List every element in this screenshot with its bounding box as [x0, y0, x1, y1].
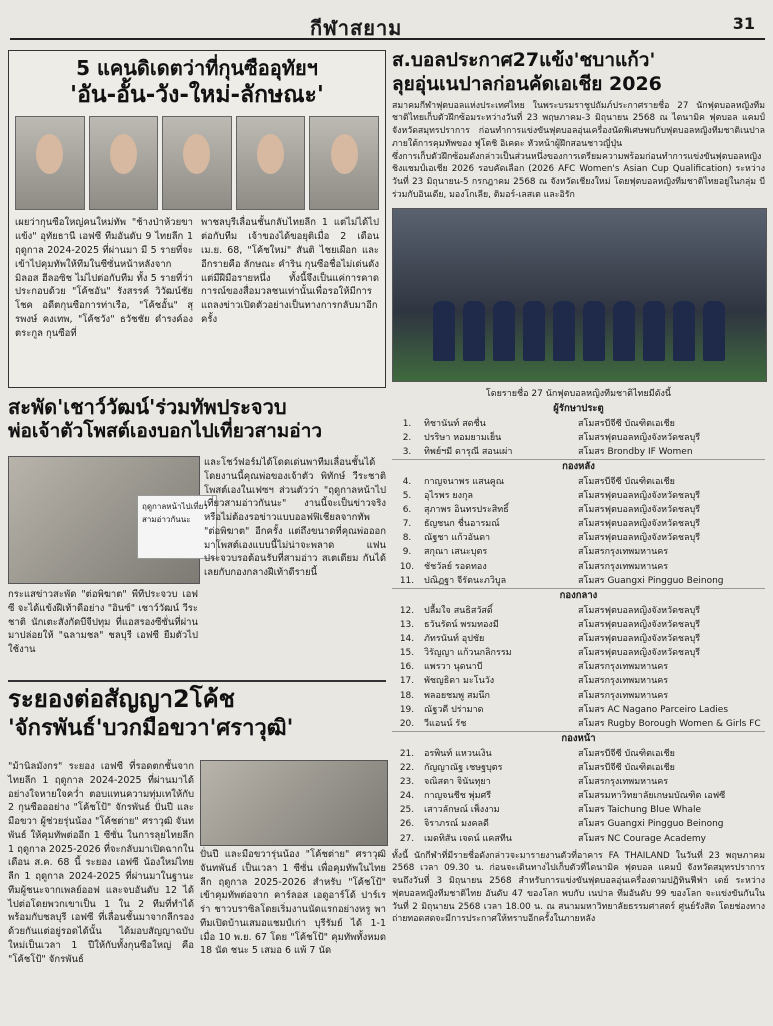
player-name: ณัฐวดี ปร่ามาด — [424, 704, 484, 715]
masthead-rule — [10, 38, 765, 40]
roster-group-title: ผู้รักษาประตู — [553, 402, 604, 414]
coach-photos — [15, 116, 379, 210]
player-name: สุภาพร อินทรประสิทธิ์ — [424, 505, 509, 516]
story-body — [15, 216, 379, 340]
player-club: สโมสรฟุตบอลหญิงจังหวัดชลบุรี — [578, 633, 701, 644]
player-number: 9. — [402, 547, 412, 558]
player-name: ธัญชนก ชื่นอารมณ์ — [424, 519, 500, 530]
body-text: และโชว์ฟอร์มได้โดดเด่นพาทีมเลื่อนชั้นได้ โดยงานนี้คุณพ่อของเจ้าตัว พิทักษ์ วีระชาติ โพสต์เองในเฟซฯ ส่วนตัวว่า "ฤดูกาลหน้าไปเที่ยวสามอ่าวกันนะ" งานนี้จะเป็นข่าวจริงหรือไม่ต้องรอข่าวแบบออฟฟิเชียลจากทัพ "ต่อพิฆาต" อีกครั้ง แต่ถึงขนาดที่คุณพ่อออกมาโพสต์เองแบบนี้ไม่น่าจะพลาด แฟนประจวบรอต้อนรับที่สามอ่าว สเตเดียม กันได้เลยกับกองกลางฝีเท้าดีรายนี้ — [204, 457, 386, 579]
player-club: สโมสรกรุงเทพมหานคร — [578, 547, 669, 558]
player-number: 10. — [399, 561, 415, 572]
table-row — [392, 517, 765, 531]
left-column — [8, 50, 386, 1026]
player-name: วีแอนน์ รัช — [424, 718, 467, 729]
headline: 5 แคนดิเดตว่าที่กุนซืออุทัยฯ — [76, 56, 318, 80]
player-number: 8. — [402, 533, 412, 544]
player-club: สโมสรฟุตบอลหญิงจังหวัดชลบุรี — [578, 505, 701, 516]
player-club: สโมสรฟุตบอลหญิงจังหวัดชลบุรี — [578, 490, 701, 501]
player-number: 26. — [399, 819, 415, 830]
player-name: ทิพย์ฯมี ดารุณี สอนเผ่า — [424, 446, 513, 457]
player-name: กัญญาณัฐ เชษฐบุตร — [424, 762, 503, 773]
coach-photo — [15, 116, 85, 210]
player-club: สโมสรกรุงเทพมหานคร — [578, 662, 669, 673]
table-row — [392, 545, 765, 559]
coach-photo — [309, 116, 379, 210]
player-name: กาญจนาพร แสนคูณ — [424, 476, 505, 487]
team-photo — [392, 208, 767, 382]
story-chaowat — [8, 396, 386, 672]
player-name: ปรริษา หอมยามเย็น — [424, 432, 502, 443]
player-name: ชัชวัลย์ รอดทอง — [424, 561, 487, 572]
table-row — [392, 431, 765, 445]
coaches-photo — [200, 760, 388, 846]
body-text: เผยว่ากุนซือใหญ่คนใหม่ทัพ "ช้างป่าห้วยขาแข้ง" อุทัยธานี เอฟซี ทีมอันดับ 9 ไทยลีก 1 ฤดูกาล 2024-2025 ที่ผ่านมา มี 5 รายที่จะเข้าไปคุมทัพให้ทีมในซีซั่นหน้าหลังจาก มิลอส ฮีลอซิช ไม่ไปต่อกับทีม ทั้ง 5 รายที่ว่าประกอบด้วย "โค้ชอัน" รังสรรค์ วิวัฒน์ชัยโชค อดีตกุนซือการท่าเรือ, "โค้ชอั้น" สุรพงษ์ คงเทพ, "โค้ชวัง" ธวัชชัย ดำรงค์องตระกูล กุนซือที่ — [15, 217, 193, 339]
player-number: 22. — [399, 762, 415, 773]
player-number: 24. — [399, 791, 415, 802]
table-row — [392, 703, 765, 717]
player-number: 23. — [399, 777, 415, 788]
headline-sub: ลุยอุ่นเนปาลก่อนคัดเอเชีย 2026 — [392, 72, 662, 95]
table-row — [392, 674, 765, 688]
roster-group-title: กองกลาง — [392, 588, 765, 603]
headline: ส.บอลประกาศ27แข้ง'ชบาแก้ว' — [392, 49, 656, 71]
player-number: 12. — [399, 605, 415, 616]
player-number: 13. — [399, 619, 415, 630]
player-club: สโมสรฟุตบอลหญิงจังหวัดชลบุรี — [578, 432, 701, 443]
table-row — [392, 789, 765, 803]
player-number: 17. — [399, 676, 415, 687]
body-text: ปั่นปี และมือขวารุ่นน้อง "โค้ชต่าย" ศราวุฒิ จันทพันธ์ เป็นเวลา 1 ซีซั่น เพื่อคุมทัพในไทยลีก ฤดูกาล 2025-2026 สำหรับ "โค้ชโป้" เข้าคุมทัพต่อจาก คาร์ลอส เอดูอาร์โด้ ปาร์เรร่า ชาวบราซิลโดยเริ่มงานนัดแรกอย่างหรู พาทีมเปิดบ้านเสมอแชมป์เก่า บุรีรัมย์ ได้ 1-1 เมื่อ 10 พ.ย. 67 โดย "โค้ชโป้" คุมทัพทั้งหมด 18 นัด ชนะ 5 เสมอ 6 แพ้ 7 นัด — [200, 849, 386, 957]
player-number: 27. — [399, 833, 415, 844]
player-club: สโมสรบีจีซี บัณฑิตเอเชีย — [578, 418, 675, 429]
player-club: สโมสร Rugby Borough Women & Girls FC — [578, 718, 761, 729]
player-number: 6. — [402, 505, 412, 516]
player-club: สโมสรฟุตบอลหญิงจังหวัดชลบุรี — [578, 605, 701, 616]
player-number: 25. — [399, 805, 415, 816]
table-row — [392, 632, 765, 646]
coach-photo — [236, 116, 306, 210]
player-name: ธวันรัตน์ พรมทองมี — [424, 619, 499, 630]
player-name: ณัฐชา แก้วอันดา — [424, 533, 491, 544]
player-name: ภัทรนันท์ อุปชัย — [424, 633, 485, 644]
headline: ระยองต่อสัญญา2โค้ช — [8, 685, 235, 713]
player-club: สโมสรบีจีซี บัณฑิตเอเชีย — [578, 476, 675, 487]
player-club: สโมสรกรุงเทพมหานคร — [578, 676, 669, 687]
player-club: สโมสร NC Courage Academy — [578, 833, 706, 844]
newspaper-logo: กีฬาสยาม — [310, 16, 403, 40]
table-row — [392, 574, 765, 589]
body-text: พาชลบุรีเลื่อนชั้นกลับไทยลีก 1 แต่ไม่ได้ไปต่อกับทีม เจ้าของได้ขอยุติเมื่อ 2 เดือน เม.ย. 68, "โค้ชใหม่" สันติ ไชยเผือก และอีกรายคือ ลักษณะ คำริน กุนซือชื่อไม่เด่นดังแต่มีฝีมือรายหนึ่ง ทั้งนี้จึงเป็นแค่การคาดการณ์ของสื่อมวลชนเท่านั้นเพื่อรอให้มีการแถลงข่าวเปิดตัวอย่างเป็นทางการกลับมาอีกครั้ง — [201, 217, 379, 325]
player-club: สโมสรฟุตบอลหญิงจังหวัดชลบุรี — [578, 519, 701, 530]
story-uthai-coach — [8, 50, 386, 388]
player-name: ทิชานันท์ สดชื่น — [424, 418, 486, 429]
right-column — [392, 50, 765, 926]
table-row — [392, 531, 765, 545]
player-number: 2. — [402, 432, 412, 443]
roster-table — [392, 402, 765, 846]
roster-group-title: กองหน้า — [392, 731, 765, 746]
player-club: สโมสรฟุตบอลหญิงจังหวัดชลบุรี — [578, 619, 701, 630]
roster-group-title: กองหลัง — [392, 459, 765, 474]
player-name: เมดทิสัน เจดน์ แคสทีน — [424, 833, 512, 844]
table-row — [392, 475, 765, 489]
coach-photo — [162, 116, 232, 210]
table-row — [392, 660, 765, 674]
player-name: แพรวา นุดนาบี — [424, 662, 483, 673]
player-club: สโมสรกรุงเทพมหานคร — [578, 777, 669, 788]
table-row — [392, 560, 765, 574]
table-row — [392, 717, 765, 732]
player-name: สกุณา เสนะบุตร — [424, 547, 488, 558]
player-name: กาญจนชีช พุ่มศรี — [424, 791, 492, 802]
player-number: 16. — [399, 662, 415, 673]
headline: สะพัด'เชาว์วัฒน์'ร่วมทัพประจวบ — [8, 395, 287, 419]
headline-sub: พ่อเจ้าตัวโพสต์เองบอกไปเที่ยวสามอ่าว — [8, 420, 323, 442]
player-number: 7. — [402, 519, 412, 530]
player-club: สโมสรฟุตบอลหญิงจังหวัดชลบุรี — [578, 533, 701, 544]
player-name: วิรัญญา แก้วนกลิกรรม — [424, 648, 512, 659]
player-name: อุไรพร ยงกุล — [424, 490, 474, 501]
player-number: 11. — [399, 575, 415, 586]
coach-photo — [89, 116, 159, 210]
player-name: อรพินท์ แหวนเงิน — [424, 748, 492, 759]
player-club: สโมสรกรุงเทพมหานคร — [578, 561, 669, 572]
player-number: 19. — [399, 704, 415, 715]
player-name: จณิสตา จินันทุยา — [424, 777, 491, 788]
player-number: 1. — [402, 418, 412, 429]
player-club: สโมสร Brondby IF Women — [578, 446, 693, 457]
table-row — [392, 775, 765, 789]
table-row — [392, 689, 765, 703]
post-text: ฤดูกาลหน้าไปเที่ยวสามอ่าวกันนะ — [142, 502, 208, 524]
player-name: เสาวลักษณ์ เพ็งงาม — [424, 805, 500, 816]
player-number: 21. — [399, 748, 415, 759]
player-name: จิราภรณ์ มงคลดี — [424, 819, 489, 830]
player-photo — [8, 456, 208, 584]
table-row — [392, 618, 765, 632]
player-name: พัชญธิดา มะโนวัง — [424, 676, 495, 687]
player-club: สโมสรบีจีซี บัณฑิตเอเชีย — [578, 748, 675, 759]
table-row — [392, 761, 765, 775]
player-club: สโมสร AC Nagano Parceiro Ladies — [578, 704, 729, 715]
player-club: สโมสรบีจีซี บัณฑิตเอเชีย — [578, 762, 675, 773]
player-number: 3. — [402, 446, 412, 457]
table-row — [392, 832, 765, 846]
table-row — [392, 489, 765, 503]
table-row — [392, 445, 765, 460]
player-number: 14. — [399, 633, 415, 644]
table-row — [392, 604, 765, 618]
player-club: สโมสรกรุงเทพมหานคร — [578, 690, 669, 701]
table-row — [392, 503, 765, 517]
player-club: สโมสร Taichung Blue Whale — [578, 805, 702, 816]
table-row — [392, 747, 765, 761]
table-row — [392, 646, 765, 660]
player-club: สโมสร Guangxi Pingguo Beinong — [578, 575, 724, 586]
player-name: ปณิฏฐา จีรัตนะภวิบูล — [424, 575, 507, 586]
body-text: "ม้านิลมังกร" ระยอง เอฟซี ที่รอดตกชั้นจากไทยลีก 1 ฤดูกาล 2024-2025 ที่ผ่านมาได้อย่างใจหายใจคว่ำ ตอบแทนความทุ่มเทให้กับ 2 กุนซือออย่าง "โค้ชโป้" จักรพันธ์ ปั่นปี และมือขวา ผู้ช่วยรุ่นน้อง "โค้ชต่าย" ศราวุฒิ จันทพันธ์ ให้คุมทัพต่ออีก 1 ซีซั่น ในการลุยไทยลีก 1 ฤดูกาล 2025-2026 ที่จะกลับมาเปิดฉากในเดือน ส.ค. 68 นี้ ระยอง เอฟซี น้องใหม่ไทยลีก 1 ฤดูกาล 2024-2025 ที่ผ่านมาในฐานะทีมผู้ชนะจากเพลย์ออฟ และจบอันดับ 12 ได้ไปต่อโดยพวกเขาเป็น 1 ใน 2 ทีมที่ทำได้ พร้อมกับชลบุรี เอฟซี ที่เลื่อนชั้นมาจากลีกรองด้วยกันแต่อยู่รอดได้นั้น ได้มอบสัญญาฉบับใหม่เป็นเวลา 1 ปีให้กับทั้งกุนซือใหญ่ คือ "โค้ชโป้" จักรพันธ์ — [8, 761, 194, 965]
headline-sub: 'จักรพันธ์'บวกมือขวา'ศราวุฒิ' — [8, 715, 294, 741]
table-row — [392, 417, 765, 431]
player-name: พลอยชมพู สมนึก — [424, 690, 490, 701]
player-number: 18. — [399, 690, 415, 701]
body-text: ซึ่งการเก็บตัวฝึกซ้อมดังกล่าวเป็นส่วนหนึ่งของการเตรียมความพร้อมก่อนทำการแข่งขันฟุตบอลหญิงชิงแชมป์เอเชีย 2026 รอบคัดเลือก (2026 AFC Women's Asian Cup Qualification) ระหว่างวันที่ 23 มิถุนายน-5 กรกฎาคม 2568 ณ จังหวัดเชียงใหม่ โดยฟุตบอลหญิงทีมชาติไทยอยู่ในกลุ่ม บี ร่วมกับอินเดีย, มองโกเลีย, ติมอร์-เลสเต และอิรัก — [392, 151, 765, 200]
player-club: สโมสรมหาวิทยาลัยเกษมบัณฑิต เอฟซี — [578, 791, 726, 802]
player-name: ปลื้มใจ สนธิสวัสดิ์ — [424, 605, 493, 616]
page-number: 31 — [732, 14, 755, 33]
masthead — [10, 10, 765, 42]
photo-caption: โดยรายชื่อ 27 นักฟุตบอลหญิงทีมชาติไทยมีดังนี้ — [485, 388, 672, 399]
player-number: 15. — [399, 648, 415, 659]
table-row — [392, 817, 765, 831]
player-club: สโมสร Guangxi Pingguo Beinong — [578, 819, 724, 830]
body-text: ทั้งนี้ นักกีฬาที่มีรายชื่อดังกล่าวจะมารายงานตัวที่อาคาร FA THAILAND ในวันที่ 23 พฤษภาคม 2568 เวลา 09.30 น. ก่อนจะเดินทางไปเก็บตัวที่ไดนามิค ฟุตบอล แคมป์ จังหวัดสมุทรปราการ จนถึงวันที่ 3 มิถุนายน 2568 สำหรับการแข่งขันฟุตบอลอุ่นเครื่องตามปฏิทินฟีฟ่า เดย์ ระหว่าง ฟุตบอลหญิงทีมชาติไทย อันดับ 47 ของโลก พบกับ เนปาล ทีมอันดับ 99 ของโลก จะแข่งขันกันในวันที่ 2 มิถุนายน 2568 เวลา 18.00 น. ณ สนามมหาวิทยาลัยธรรมศาสตร์ ศูนย์รังสิต โดยช่องทางถ่ายทอดสดจะมีการประกาศให้ทราบอีกครั้งในภายหลัง — [392, 850, 765, 925]
body-text: สมาคมกีฬาฟุตบอลแห่งประเทศไทย ในพระบรมราชูปถัมภ์ประกาศรายชื่อ 27 นักฟุตบอลหญิงทีมชาติไทยเก็บตัวฝึกซ้อมระหว่างวันที่ 23 พฤษภาคม-3 มิถุนายน 2568 ณ ไดนามิค ฟุตบอล แคมป์ จังหวัดสมุทรปราการ ก่อนทำการแข่งขันฟุตบอลอุ่นเครื่องนัดพิเศษพบกับฟุตบอลหญิงทีมชาติเนปาลภายใต้การคุมทัพของ ฟูโตชิ อิเคดะ หัวหน้าผู้ฝึกสอนชาวญี่ปุ่น — [392, 100, 765, 149]
player-number: 5. — [402, 490, 412, 501]
player-number: 20. — [399, 718, 415, 729]
body-text: กระแสข่าวสะพัด "ต่อพิฆาต" พีทีประจวบ เอฟซี จะได้แข้งฝีเท้าดีอย่าง "อินซ์" เชาว์วัฒน์ วีระชาติ นักเตะสังกัดบีจีปทุม ที่แอสรองซีซั่นที่ผ่านมาปล่อยให้ "ฉลามชล" ชลบุรี เอฟซี ยืมตัวไปใช้งาน — [8, 589, 198, 656]
story-rayong — [8, 680, 386, 1026]
player-club: สโมสรฟุตบอลหญิงจังหวัดชลบุรี — [578, 648, 701, 659]
table-row — [392, 803, 765, 817]
headline-sub: 'อัน-อั้น-วัง-ใหม่-ลักษณะ' — [70, 82, 324, 108]
player-number: 4. — [402, 476, 412, 487]
